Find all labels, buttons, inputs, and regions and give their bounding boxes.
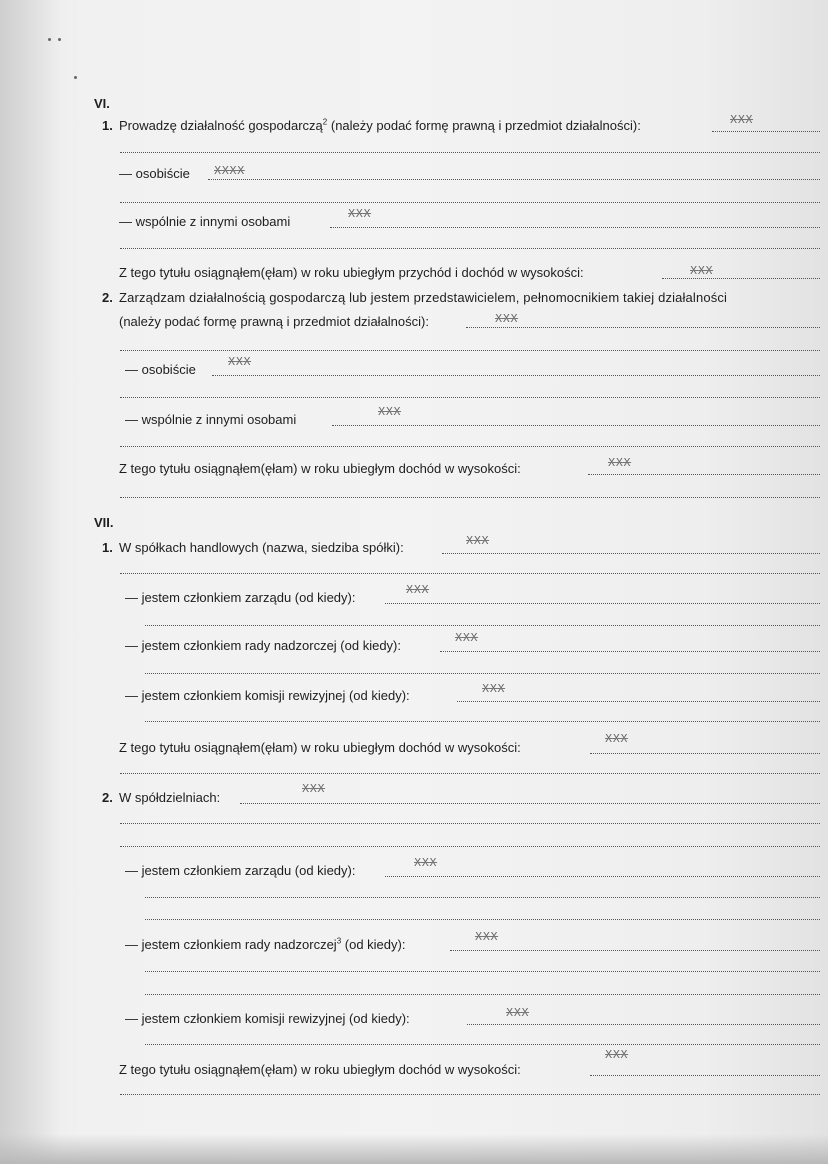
vii-item2-field[interactable]: [240, 803, 820, 804]
vi-item2-jointly-value: XXX: [378, 406, 402, 418]
vi-item2-jointly-label: — wspólnie z innymi osobami: [125, 412, 297, 427]
vii-item1-audit-field[interactable]: [457, 701, 820, 702]
vii-item1-label: W spółkach handlowych (nazwa, siedziba spółki):: [119, 540, 404, 555]
vi-item2-income-value: XXX: [608, 457, 632, 469]
vi-item2-line2: (należy podać formę prawną i przedmiot działalności):: [119, 314, 429, 329]
vi-item1-number: 1.: [102, 118, 113, 133]
vi-item1-personally-field[interactable]: [208, 179, 820, 180]
vi-item2-jointly-field[interactable]: [332, 425, 820, 426]
vii-item1-income-field[interactable]: [590, 753, 820, 754]
section-vii-heading: VII.: [94, 515, 114, 530]
vii-item2-supervisory-field-line2[interactable]: [145, 971, 820, 972]
vii-item2-income-field[interactable]: [590, 1075, 820, 1076]
section-vi-heading: VI.: [94, 96, 110, 111]
vi-item2-income-field[interactable]: [588, 474, 820, 475]
vii-item1-audit-label: — jestem członkiem komisji rewizyjnej (od kiedy):: [125, 688, 410, 703]
vii-item2-income-value: XXX: [605, 1049, 629, 1061]
vii-item2-field-line2[interactable]: [120, 823, 820, 824]
vii-item1-board-field-line2[interactable]: [145, 625, 820, 626]
vii-item1-income-value: XXX: [605, 733, 629, 745]
vi-item2-income-label: Z tego tytułu osiągnąłem(ęłam) w roku ubiegłym dochód w wysokości:: [119, 461, 521, 476]
vii-item2-board-field-line3[interactable]: [145, 919, 820, 920]
footnote-ref: 3: [336, 936, 342, 946]
vii-item1-income-label: Z tego tytułu osiągnąłem(ęłam) w roku ubiegłym dochód w wysokości:: [119, 740, 521, 755]
vi-item1-text: Prowadzę działalność gospodarczą: [119, 118, 323, 133]
vi-item2-value: XXX: [495, 313, 519, 325]
vi-item1-personally-label: — osobiście: [119, 166, 190, 181]
scan-speck: [48, 38, 51, 41]
vii-item1-number: 1.: [102, 540, 113, 555]
vii-item2-audit-field-line2[interactable]: [145, 1044, 820, 1045]
vi-item1-income-label: Z tego tytułu osiągnąłem(ęłam) w roku ubiegłym przychód i dochód w wysokości:: [119, 265, 584, 280]
vii-item2-income-field-line2[interactable]: [120, 1094, 820, 1095]
vii-item2-income-label: Z tego tytułu osiągnąłem(ęłam) w roku ubiegłym dochód w wysokości:: [119, 1062, 521, 1077]
vi-item2-line1: Zarządzam działalnością gospodarczą lub jestem przedstawicielem, pełnomocnikiem takiej działalności: [119, 290, 728, 305]
vii-item1-board-value: XXX: [406, 584, 430, 596]
vii-item2-supervisory-text-after: (od kiedy):: [341, 937, 406, 952]
vi-item2-field-line2[interactable]: [120, 350, 820, 351]
vii-item2-audit-field[interactable]: [467, 1024, 820, 1025]
vii-item2-field-line3[interactable]: [120, 846, 820, 847]
vi-item2-field[interactable]: [466, 327, 820, 328]
scan-speck: [58, 38, 61, 41]
vi-item1-jointly-value: XXX: [348, 208, 372, 220]
vi-item1-income-field[interactable]: [662, 278, 820, 279]
vii-item1-field-line2[interactable]: [120, 573, 820, 574]
vii-item1-supervisory-label: — jestem członkiem rady nadzorczej (od kiedy):: [125, 638, 401, 653]
vi-item1-text-after: (należy podać formę prawną i przedmiot działalności):: [327, 118, 641, 133]
vi-item2-personally-value: XXX: [228, 356, 252, 368]
vii-item1-value: XXX: [466, 535, 490, 547]
vi-item1-income-value: XXX: [690, 265, 714, 277]
vi-item2-personally-field[interactable]: [212, 375, 820, 376]
vii-item2-number: 2.: [102, 790, 113, 805]
vii-item1-audit-value: XXX: [482, 683, 506, 695]
vi-item2-number: 2.: [102, 290, 113, 305]
vii-item2-supervisory-label: [125, 937, 405, 952]
vii-item2-audit-label: — jestem członkiem komisji rewizyjnej (od kiedy):: [125, 1011, 410, 1026]
vi-item1-label: [119, 118, 641, 133]
vi-item1-jointly-label: — wspólnie z innymi osobami: [119, 214, 291, 229]
vii-item2-supervisory-field[interactable]: [450, 950, 820, 951]
vii-item2-supervisory-text: — jestem członkiem rady nadzorczej: [125, 937, 337, 952]
vii-item1-supervisory-field-line2[interactable]: [145, 673, 820, 674]
vii-item1-supervisory-value: XXX: [455, 632, 479, 644]
vi-item1-personally-value: XXXX: [214, 165, 245, 177]
vii-item2-board-label: — jestem członkiem zarządu (od kiedy):: [125, 863, 356, 878]
vii-item2-supervisory-value: XXX: [475, 931, 499, 943]
vi-item1-field[interactable]: [712, 131, 820, 132]
vii-item1-board-label: — jestem członkiem zarządu (od kiedy):: [125, 590, 356, 605]
vi-item2-personally-label: — osobiście: [125, 362, 196, 377]
vii-item1-field[interactable]: [442, 553, 820, 554]
vii-item2-value: XXX: [302, 783, 326, 795]
vi-item2-jointly-field-line2[interactable]: [120, 446, 820, 447]
vii-item2-label: W spółdzielniach:: [119, 790, 221, 805]
vii-item1-audit-field-line2[interactable]: [145, 721, 820, 722]
vii-item2-audit-value: XXX: [506, 1007, 530, 1019]
scan-speck: [74, 76, 77, 79]
vii-item1-supervisory-field[interactable]: [440, 651, 820, 652]
vi-item1-personally-field-line2[interactable]: [120, 202, 820, 203]
vii-item2-board-field-line2[interactable]: [145, 897, 820, 898]
vi-item2-personally-field-line2[interactable]: [120, 397, 820, 398]
vi-item1-value: XXX: [730, 114, 754, 126]
vi-item1-field-line2[interactable]: [120, 152, 820, 153]
vii-item1-income-field-line2[interactable]: [120, 773, 820, 774]
vii-item2-board-field[interactable]: [385, 876, 820, 877]
footnote-ref: 2: [322, 117, 328, 127]
vi-item2-income-field-line2[interactable]: [120, 497, 820, 498]
vii-item2-board-value: XXX: [414, 857, 438, 869]
vii-item1-board-field[interactable]: [385, 603, 820, 604]
vii-item2-supervisory-field-line3[interactable]: [145, 994, 820, 995]
vi-item1-jointly-field-line2[interactable]: [120, 248, 820, 249]
vi-item1-jointly-field[interactable]: [330, 227, 820, 228]
